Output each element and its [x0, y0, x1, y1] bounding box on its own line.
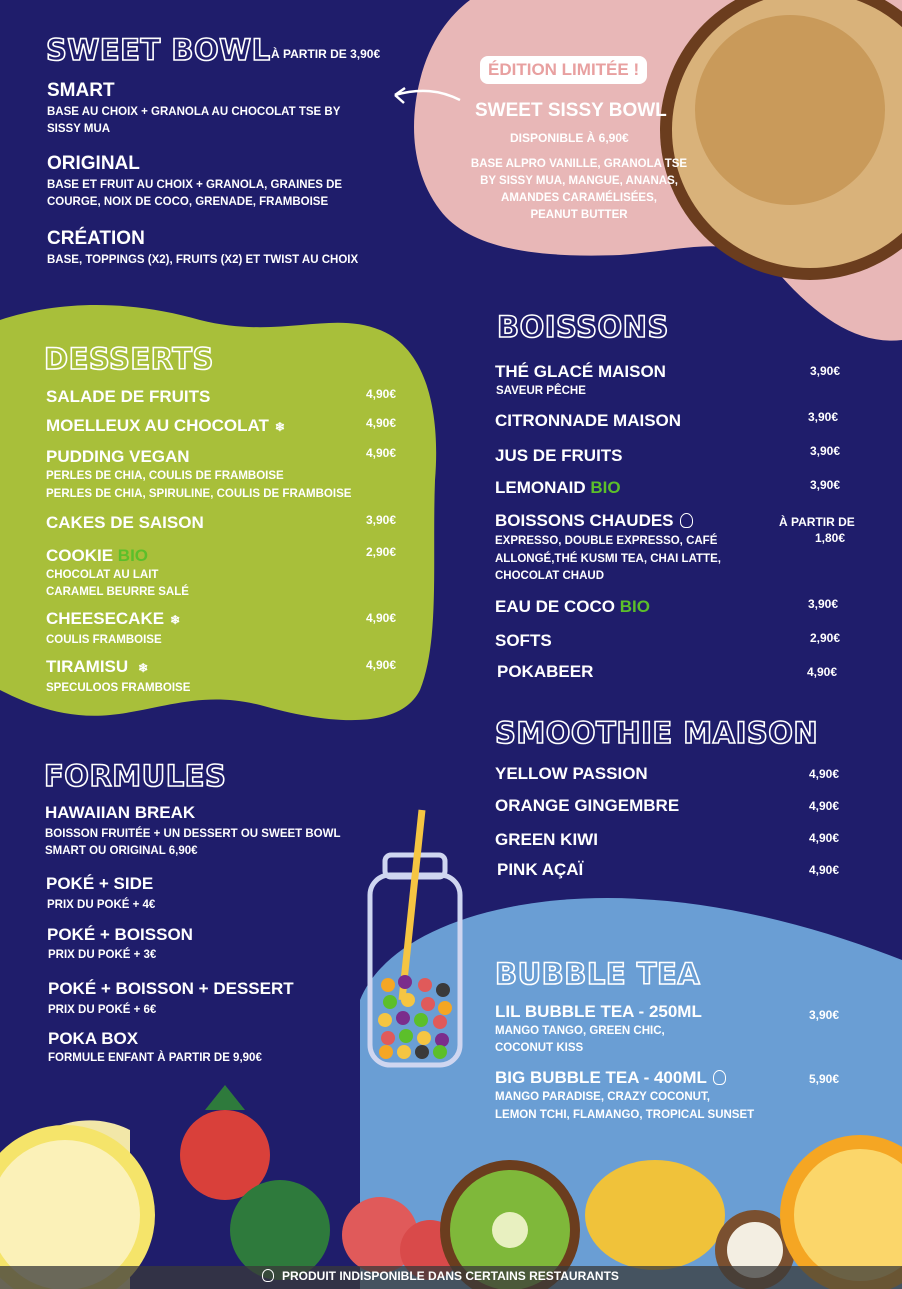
dessert-item-desc: CHOCOLAT AU LAIT	[46, 569, 159, 581]
formule-item-desc: BOISSON FRUITÉE + UN DESSERT OU SWEET BOWL	[45, 828, 341, 840]
dessert-item-price: 2,90€	[366, 545, 397, 559]
bubble-item-price: 3,90€	[809, 1008, 840, 1022]
bubble-item-desc: MANGO TANGO, GREEN CHIC,	[495, 1025, 665, 1037]
dessert-item-price: 3,90€	[366, 513, 397, 527]
dessert-item-desc: SPECULOOS FRAMBOISE	[46, 682, 191, 694]
dessert-item-price: 4,90€	[366, 611, 397, 625]
sweet-bowl-from-price: À PARTIR DE 3,90€	[271, 47, 381, 61]
boisson-item-label: LEMONAID	[495, 478, 586, 497]
bubble-item-name	[495, 1068, 726, 1088]
special-desc: BASE ALPRO VANILLE, GRANOLA TSE	[470, 158, 688, 170]
dessert-item-label: MOELLEUX AU CHOCOLAT	[46, 416, 269, 435]
dessert-item-name: CAKES DE SAISON	[46, 513, 204, 532]
smoothie-item-price: 4,90€	[809, 799, 840, 813]
boisson-item-name	[495, 597, 650, 617]
bubble-item-label: BIG BUBBLE TEA - 400ML	[495, 1068, 707, 1087]
smoothie-item-price: 4,90€	[809, 863, 840, 877]
boisson-item-price: 3,90€	[810, 478, 841, 492]
boisson-item-desc: CHOCOLAT CHAUD	[495, 570, 605, 582]
smoothie-item-name: YELLOW PASSION	[495, 764, 648, 783]
bubble-item-name: LIL BUBBLE TEA - 250ML	[495, 1002, 702, 1021]
boisson-item-name: JUS DE FRUITS	[495, 446, 623, 465]
smoothie-item-name: ORANGE GINGEMBRE	[495, 796, 680, 815]
special-desc: PEANUT BUTTER	[530, 209, 628, 221]
boissons-title: BOISSONS	[497, 310, 669, 344]
bubble-item-desc: MANGO PARADISE, CRAZY COCONUT,	[495, 1091, 710, 1103]
smoothie-title: SMOOTHIE MAISON	[495, 716, 819, 750]
boisson-item-price: 4,90€	[807, 665, 838, 679]
sweet-bowl-title: SWEET BOWL	[46, 33, 271, 67]
sweet-bowl-item-desc: SISSY MUA	[47, 123, 111, 135]
boisson-item-name	[495, 478, 621, 498]
desserts-title: DESSERTS	[44, 342, 214, 376]
smoothie-item-name: PINK AÇAÏ	[497, 860, 584, 879]
formule-item-name: POKA BOX	[48, 1029, 139, 1048]
dessert-item-label: COOKIE	[46, 546, 114, 565]
sweet-bowl-item-desc: BASE, TOPPINGS (X2), FRUITS (X2) ET TWIST AU CHOIX	[47, 254, 359, 266]
lightbulb-icon	[262, 1269, 274, 1282]
footer-note	[262, 1269, 619, 1283]
dessert-item-price: 4,90€	[366, 446, 397, 460]
smoothie-item-name: GREEN KIWI	[495, 830, 598, 849]
formule-item-name: HAWAIIAN BREAK	[45, 803, 196, 822]
dessert-item-desc: PERLES DE CHIA, COULIS DE FRAMBOISE	[46, 470, 284, 482]
boisson-item-label: BOISSONS CHAUDES	[495, 511, 674, 530]
formule-item-desc: SMART OU ORIGINAL 6,90€	[45, 845, 198, 857]
boisson-item-price: 2,90€	[810, 631, 841, 645]
special-desc: BY SISSY MUA, MANGUE, ANANAS,	[480, 175, 678, 187]
smoothie-item-price: 4,90€	[809, 767, 840, 781]
dessert-item-name	[46, 657, 148, 677]
dessert-item-price: 4,90€	[366, 416, 397, 430]
formule-item-name: POKÉ + BOISSON + DESSERT	[48, 979, 294, 998]
dessert-item-label: TIRAMISU	[46, 657, 129, 676]
formule-item-name: POKÉ + BOISSON	[47, 925, 193, 944]
bubble-item-price: 5,90€	[809, 1072, 840, 1086]
dessert-item-desc: CARAMEL BEURRE SALÉ	[46, 586, 189, 598]
footer-note-text: PRODUIT INDISPONIBLE DANS CERTAINS RESTAURANTS	[282, 1269, 619, 1283]
dessert-item-name	[46, 416, 285, 436]
sweet-bowl-item-name: SMART	[47, 80, 115, 101]
formule-item-name: POKÉ + SIDE	[46, 874, 154, 893]
boisson-item-price: 1,80€	[815, 531, 846, 545]
special-desc: AMANDES CARAMÉLISÉES,	[501, 192, 657, 204]
bio-label: BIO	[590, 478, 621, 497]
formule-item-desc: FORMULE ENFANT À PARTIR DE 9,90€	[48, 1052, 262, 1064]
snowflake-icon: ❄	[138, 661, 149, 675]
sweet-bowl-item-desc: COURGE, NOIX DE COCO, GRENADE, FRAMBOISE	[47, 196, 329, 208]
formule-item-desc: PRIX DU POKÉ + 4€	[47, 899, 156, 911]
boisson-item-price: À PARTIR DE	[779, 515, 855, 529]
dessert-item-name: SALADE DE FRUITS	[46, 387, 211, 406]
smoothie-item-price: 4,90€	[809, 831, 840, 845]
dessert-item-name	[46, 609, 180, 629]
special-price: DISPONIBLE À 6,90€	[510, 131, 629, 145]
formule-item-desc: PRIX DU POKÉ + 3€	[48, 949, 157, 961]
dessert-item-name: PUDDING VEGAN	[46, 447, 190, 466]
bio-label: BIO	[117, 546, 149, 565]
dessert-item-desc: COULIS FRAMBOISE	[46, 634, 162, 646]
dessert-item-label: CHEESECAKE	[46, 609, 165, 628]
boisson-item-price: 3,90€	[808, 410, 839, 424]
boisson-item-name: CITRONNADE MAISON	[495, 411, 682, 430]
bubble-tea-title: BUBBLE TEA	[495, 957, 701, 991]
lightbulb-icon	[680, 513, 693, 528]
boisson-item-price: 3,90€	[810, 364, 841, 378]
boisson-item-label: EAU DE COCO	[495, 597, 615, 616]
dessert-item-desc: PERLES DE CHIA, SPIRULINE, COULIS DE FRAMBOISE	[46, 488, 352, 500]
lightbulb-icon	[713, 1070, 726, 1085]
formules-title: FORMULES	[44, 759, 227, 793]
boisson-item-name: SOFTS	[495, 631, 552, 650]
bubble-item-desc: LEMON TCHI, FLAMANGO, TROPICAL SUNSET	[495, 1109, 755, 1121]
snowflake-icon: ❄	[274, 420, 285, 434]
bio-label: BIO	[619, 597, 650, 616]
sweet-bowl-item-name: ORIGINAL	[47, 153, 140, 174]
dessert-item-price: 4,90€	[366, 658, 397, 672]
formule-item-desc: PRIX DU POKÉ + 6€	[48, 1004, 157, 1016]
sweet-bowl-item-desc: BASE AU CHOIX + GRANOLA AU CHOCOLAT TSE BY	[47, 106, 341, 118]
boisson-item-desc: SAVEUR PÊCHE	[496, 385, 586, 397]
boisson-item-name: THÉ GLACÉ MAISON	[495, 362, 666, 381]
bubble-item-desc: COCONUT KISS	[495, 1042, 584, 1054]
boisson-item-name	[495, 511, 693, 531]
boisson-item-name: POKABEER	[497, 662, 594, 681]
special-name: SWEET SISSY BOWL	[475, 100, 667, 121]
snowflake-icon: ❄	[170, 613, 181, 627]
boisson-item-desc: ALLONGÉ,THÉ KUSMI TEA, CHAI LATTE,	[495, 553, 721, 565]
limited-edition-badge-text: ÉDITION LIMITÉE !	[488, 60, 640, 79]
dessert-item-price: 4,90€	[366, 387, 397, 401]
boisson-item-price: 3,90€	[810, 444, 841, 458]
dessert-item-name	[46, 546, 148, 566]
limited-edition-badge	[480, 56, 647, 84]
boisson-item-desc: EXPRESSO, DOUBLE EXPRESSO, CAFÉ	[495, 535, 718, 547]
sweet-bowl-item-name: CRÉATION	[47, 228, 145, 249]
sweet-bowl-item-desc: BASE ET FRUIT AU CHOIX + GRANOLA, GRAINES DE	[47, 179, 343, 191]
boisson-item-price: 3,90€	[808, 597, 839, 611]
